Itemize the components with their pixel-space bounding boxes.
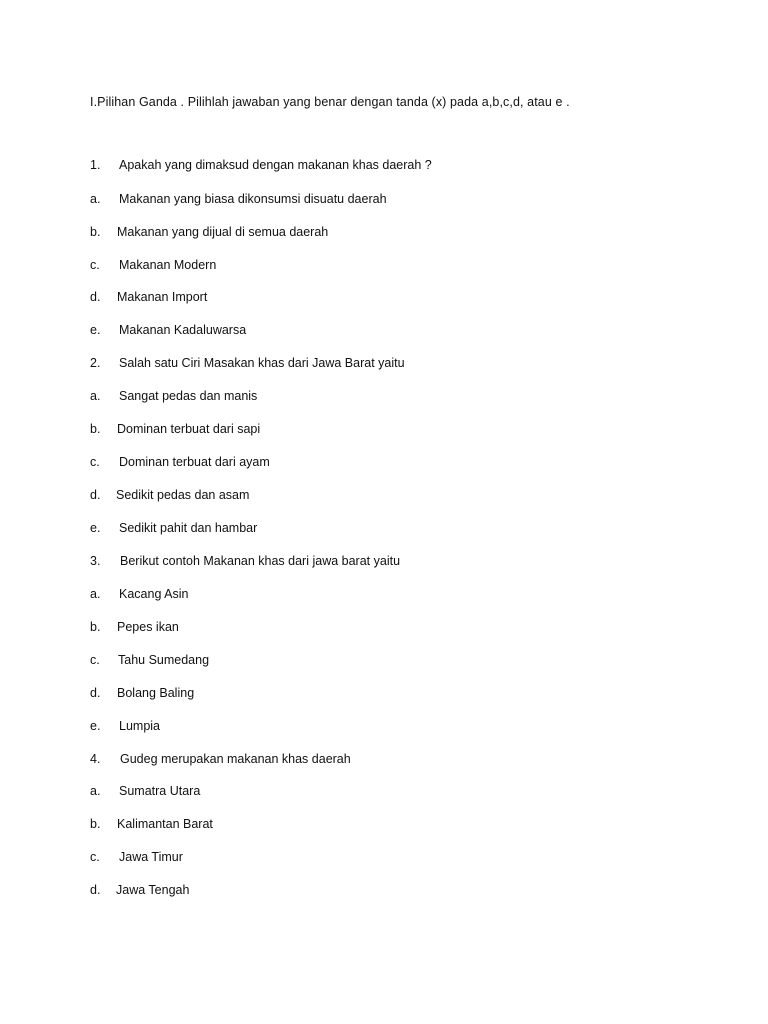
item-text: Gudeg merupakan makanan khas daerah: [120, 752, 351, 766]
item-marker: e.: [90, 719, 101, 733]
item-text: Bolang Baling: [117, 686, 195, 700]
item-marker: a.: [90, 389, 101, 403]
item-text: Sedikit pahit dan hambar: [119, 521, 258, 535]
item-text: Jawa Timur: [119, 850, 183, 864]
item-marker: b.: [90, 620, 101, 634]
item-marker: 4.: [90, 752, 101, 766]
item-text: Apakah yang dimaksud dengan makanan khas daerah ?: [119, 158, 432, 172]
item-marker: d.: [90, 290, 101, 304]
item-text: Makanan yang dijual di semua daerah: [117, 225, 329, 239]
item-marker: a.: [90, 192, 101, 206]
item-text: Kacang Asin: [119, 587, 189, 601]
item-marker: c.: [90, 850, 100, 864]
item-text: Sangat pedas dan manis: [119, 389, 258, 403]
item-text: Sedikit pedas dan asam: [116, 488, 250, 502]
item-text: Salah satu Ciri Masakan khas dari Jawa Barat yaitu: [119, 356, 405, 370]
item-marker: e.: [90, 323, 101, 337]
item-marker: 1.: [90, 158, 101, 172]
item-text: Berikut contoh Makanan khas dari jawa barat yaitu: [120, 554, 401, 568]
item-text: Pepes ikan: [117, 620, 179, 634]
item-marker: d.: [90, 488, 101, 502]
item-marker: c.: [90, 653, 100, 667]
item-text: Lumpia: [119, 719, 160, 733]
item-text: Dominan terbuat dari ayam: [119, 455, 270, 469]
item-text: Sumatra Utara: [119, 784, 201, 798]
item-marker: c.: [90, 258, 100, 272]
item-text: Makanan yang biasa dikonsumsi disuatu daerah: [119, 192, 387, 206]
item-marker: 2.: [90, 356, 101, 370]
item-marker: c.: [90, 455, 100, 469]
item-text: Kalimantan Barat: [117, 817, 213, 831]
instruction-text: I.Pilihan Ganda . Pilihlah jawaban yang benar dengan tanda (x) pada a,b,c,d, atau e .: [90, 95, 570, 109]
item-marker: b.: [90, 422, 101, 436]
item-marker: a.: [90, 784, 101, 798]
item-text: Jawa Tengah: [116, 883, 190, 897]
item-text: Makanan Kadaluwarsa: [119, 323, 247, 337]
item-text: Tahu Sumedang: [118, 653, 210, 667]
item-marker: d.: [90, 686, 101, 700]
item-marker: a.: [90, 587, 101, 601]
item-marker: d.: [90, 883, 101, 897]
item-marker: 3.: [90, 554, 101, 568]
item-text: Makanan Modern: [119, 258, 217, 272]
item-text: Dominan terbuat dari sapi: [117, 422, 261, 436]
item-text: Makanan Import: [117, 290, 208, 304]
item-marker: e.: [90, 521, 101, 535]
item-marker: b.: [90, 817, 101, 831]
item-marker: b.: [90, 225, 101, 239]
